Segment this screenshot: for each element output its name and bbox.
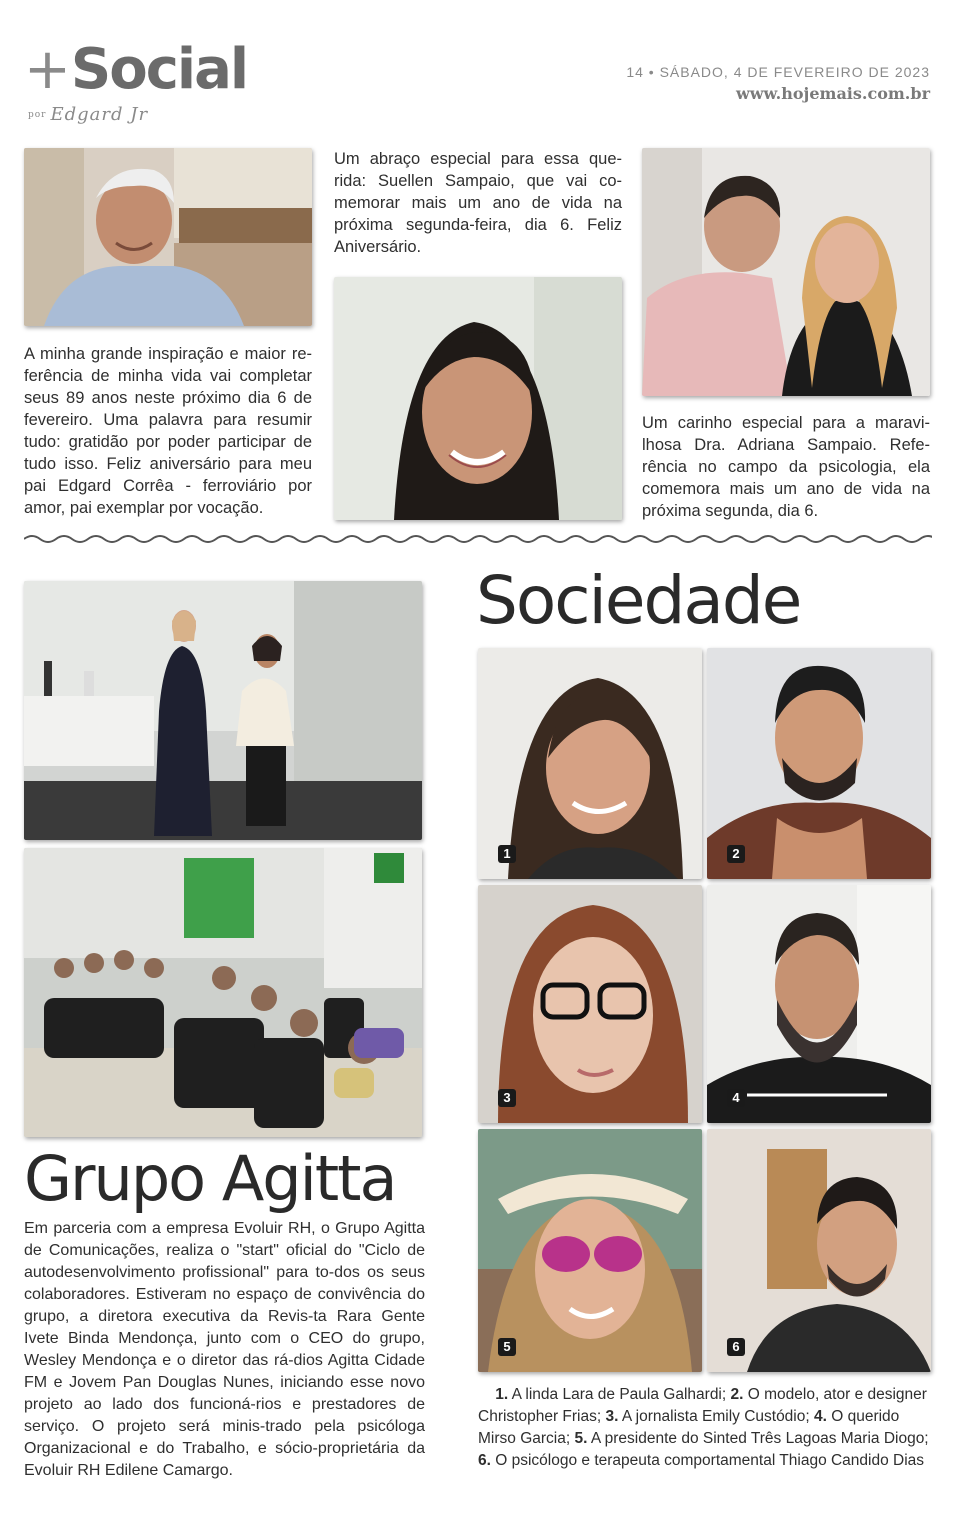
sociedade-title: Sociedade [476, 562, 801, 639]
photo-sociedade-4 [707, 885, 931, 1123]
sociedade-photo-credits [478, 1384, 933, 1472]
photo-sociedade-3 [478, 885, 702, 1123]
credit-2: 2. O modelo, ator e designer Christopher Frias; [478, 1386, 927, 1425]
credit-4: 4. O querido Mirso Garcia; [478, 1408, 900, 1447]
page-date-line: 14 • SÁBADO, 4 DE FEVEREIRO DE 2023 [626, 64, 930, 80]
wavy-divider [24, 531, 932, 547]
photo-number-badge: 6 [727, 1338, 745, 1356]
photo-agitta-presentation [24, 581, 422, 840]
caption-edgard: A minha grande inspiração e maior re-ferência de minha vida vai completar seus 89 anos neste próximo dia 6 de fevereiro. Uma palavra para resumir tudo: gratidão por poder participar de tudo isso. Feliz aniversário para meu pai Edgard Corrêa - ferroviário por amor, pai exemplar por vocação. [24, 345, 312, 517]
photo-number-badge: 3 [498, 1089, 516, 1107]
masthead-plus: + [24, 37, 69, 102]
credit-5: 5. A presidente do Sinted Três Lagoas Maria Diogo; [574, 1430, 929, 1447]
website-link[interactable]: www.hojemais.com.br [735, 84, 930, 103]
photo-sociedade-6 [707, 1129, 931, 1372]
grupo-agitta-title: Grupo Agitta [24, 1142, 396, 1215]
photo-edgard-correa [24, 148, 312, 326]
masthead-title: Social [70, 37, 248, 102]
grupo-agitta-body: Em parceria com a empresa Evoluir RH, o Grupo Agitta de Comunicações, realiza o "start" oficial do "Ciclo de autodesenvolvimento profissional" para to-dos os seus colaboradores. Estiveram no espaço de convivência do grupo, a diretora executiva da Revis-ta Rara Gente Ivete Binda Mendonça, junto com o CEO do grupo, Wesley Mendonça e o diretor das rá-dios Agitta Cidade FM e Jovem Pan Douglas Nunes, iniciando esse novo projeto ao lado dos funcioná-rios e prestadores de serviço. O projeto será minis-trado pela psicóloga Organizacional e do Trabalho, e sócio-proprietária da Evoluir RH Edilene Camargo. [24, 1220, 425, 1479]
credit-3: 3. A jornalista Emily Custódio; [605, 1408, 814, 1425]
photo-sociedade-1 [478, 648, 702, 879]
credit-1: 1. A linda Lara de Paula Galhardi; [495, 1386, 731, 1403]
caption-adriana: Um carinho especial para a maravi-lhosa Dra. Adriana Sampaio. Refe-rência no campo da psicologia, ela comemora mais um ano de vida na próxima segunda, dia 6. [642, 414, 930, 520]
caption-suellen: Um abraço especial para essa que-rida: Suellen Sampaio, que vai co-memorar mais um ano de vida na próxima segunda-feira, dia 6. Feliz Aniversário. [334, 150, 622, 256]
section-masthead [24, 37, 248, 102]
photo-number-badge: 2 [727, 845, 745, 863]
photo-sociedade-2 [707, 648, 931, 879]
photo-number-badge: 4 [727, 1089, 745, 1107]
signature-name: Edgard Jr [50, 104, 149, 125]
photo-sociedade-5 [478, 1129, 702, 1372]
photo-agitta-audience [24, 848, 422, 1137]
signature-prefix: por [28, 110, 47, 120]
photo-adriana-sampaio [642, 148, 930, 396]
photo-number-badge: 5 [498, 1338, 516, 1356]
photo-number-badge: 1 [498, 845, 516, 863]
credit-6: 6. O psicólogo e terapeuta comportamental Thiago Candido Dias [478, 1452, 925, 1469]
photo-suellen-sampaio [334, 277, 622, 520]
columnist-signature [28, 104, 148, 125]
